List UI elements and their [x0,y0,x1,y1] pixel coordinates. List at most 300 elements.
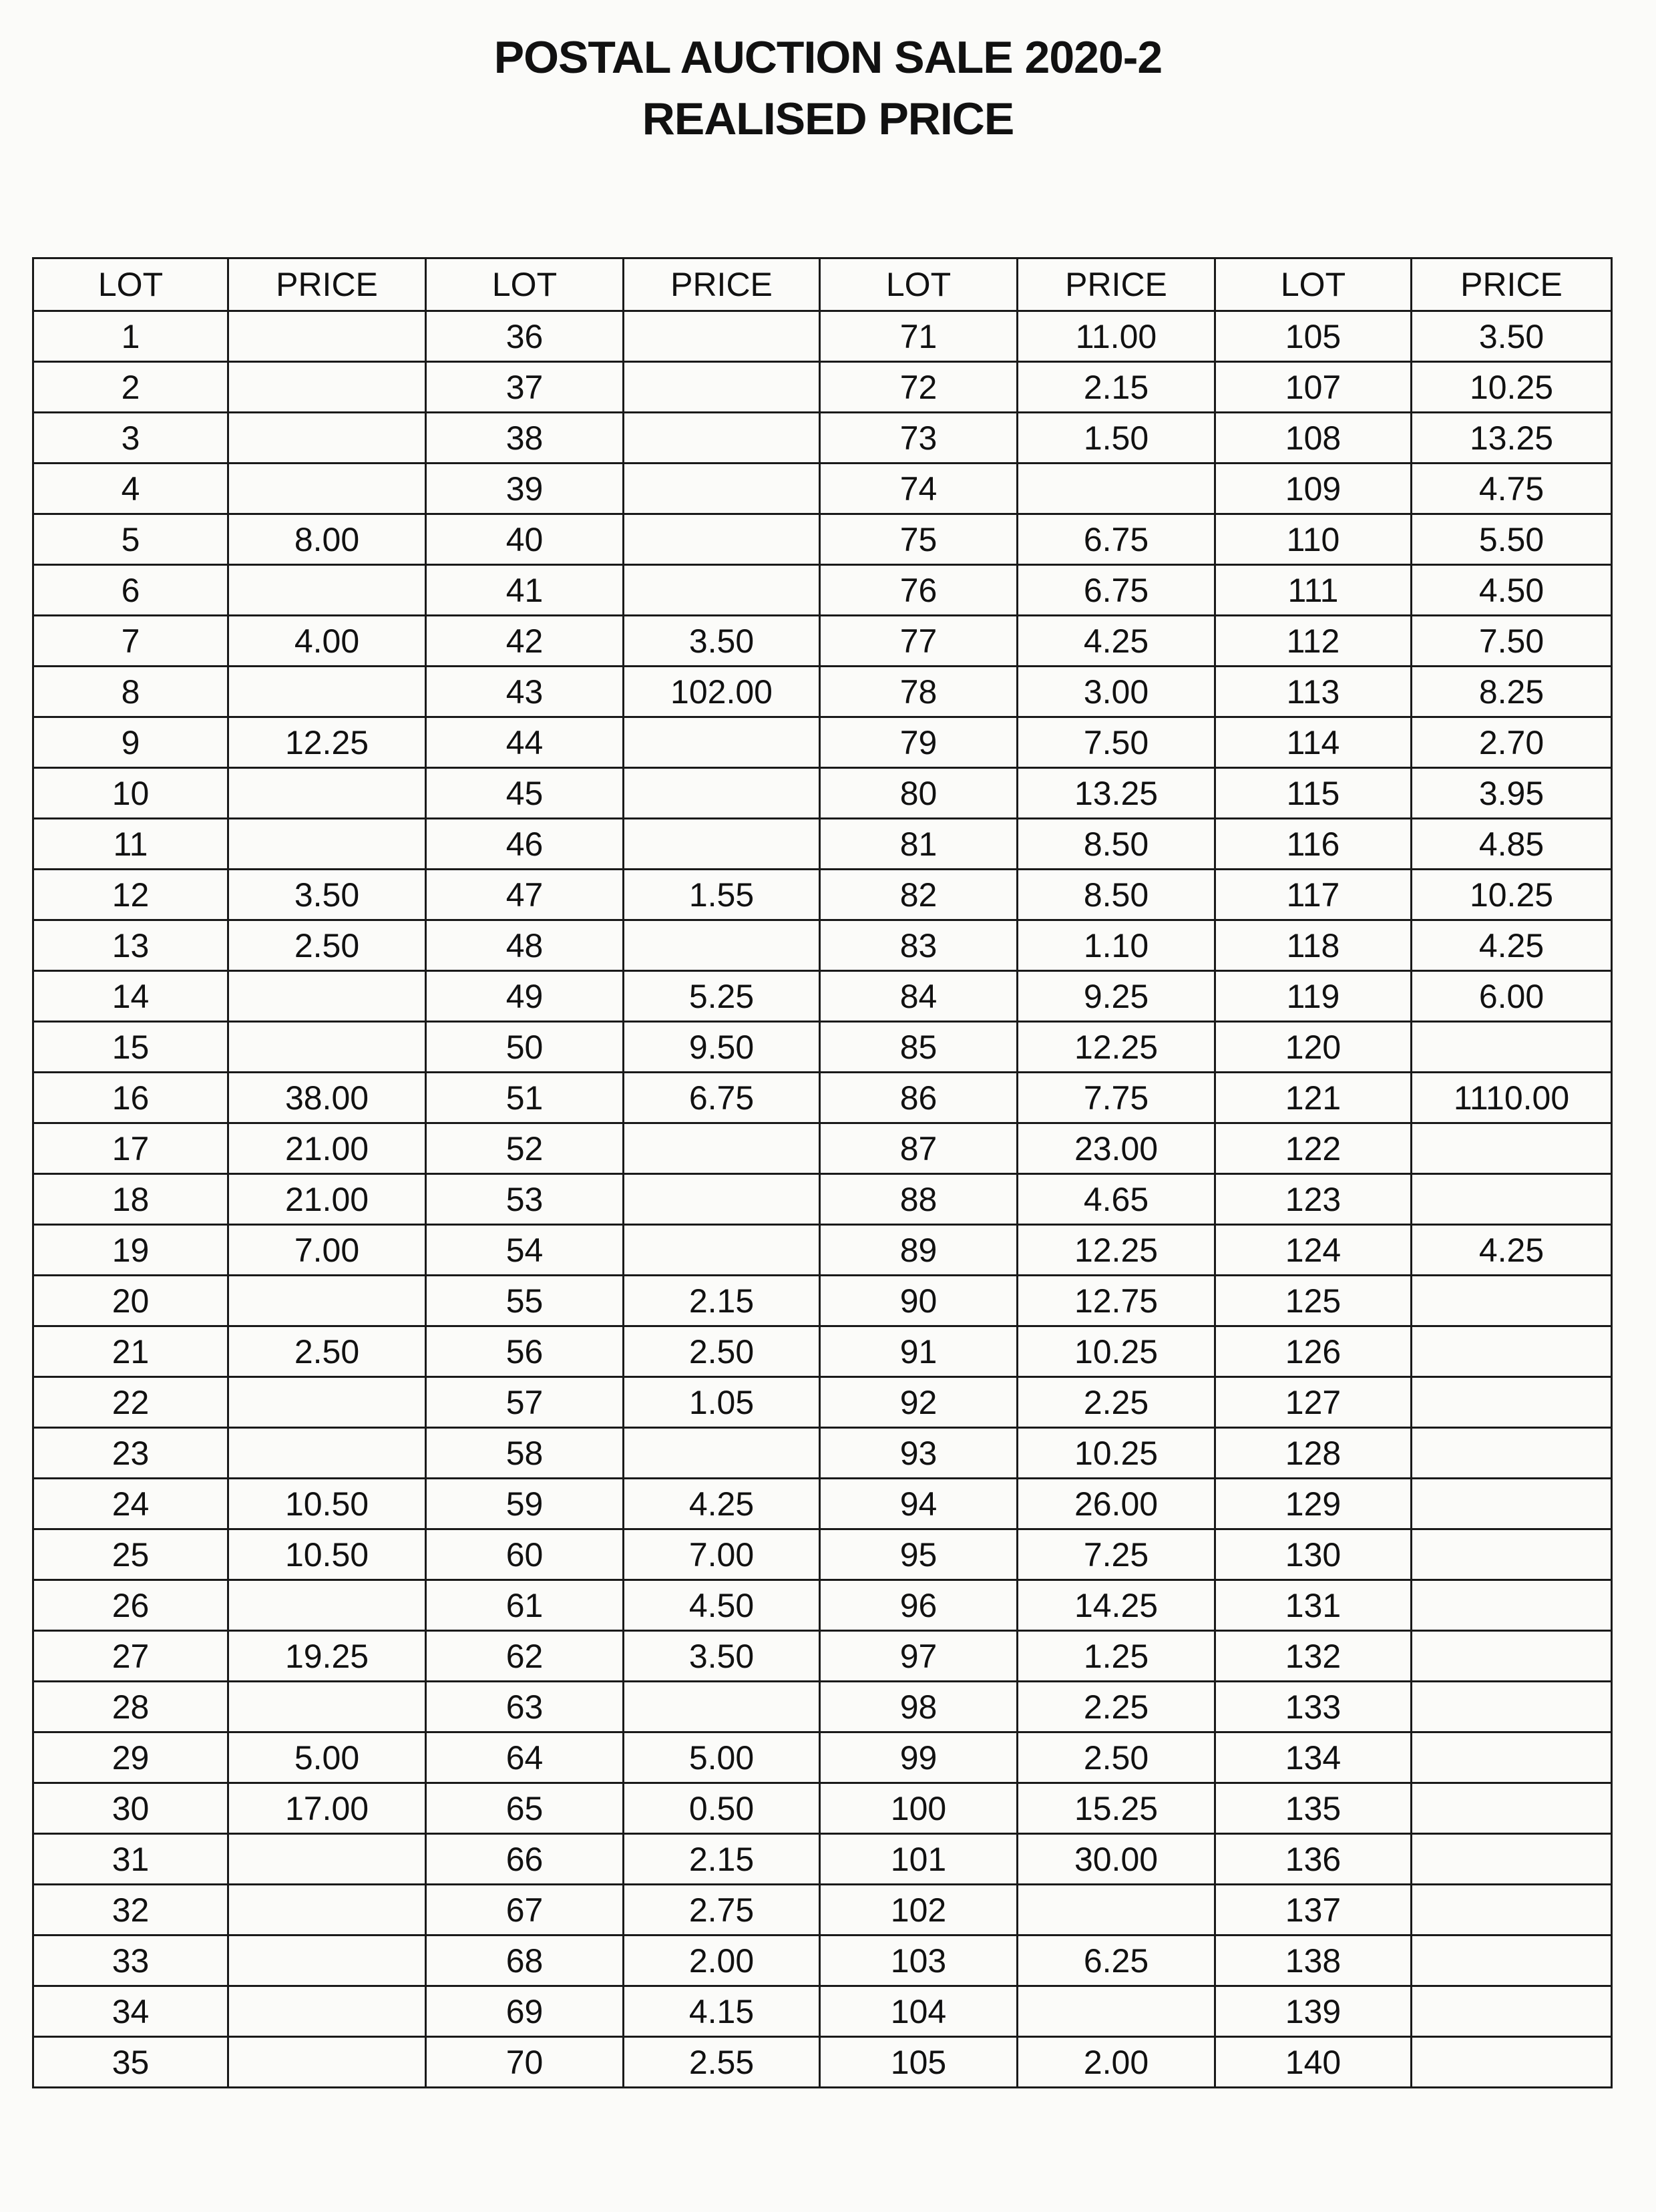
price-cell [228,971,426,1022]
price-cell: 38.00 [228,1073,426,1123]
price-cell: 7.25 [1018,1529,1215,1580]
lot-number-cell: 140 [1215,2037,1412,2088]
price-cell [228,1986,426,2037]
lot-number-cell: 31 [33,1834,228,1885]
table-row [33,971,1612,1022]
price-cell: 2.55 [624,2037,820,2088]
table-row [33,1529,1612,1580]
table-row [33,413,1612,464]
table-row [33,1225,1612,1276]
price-cell: 4.25 [624,1479,820,1529]
price-cell: 8.50 [1018,819,1215,870]
lot-number-cell: 52 [426,1123,624,1174]
lot-number-cell: 127 [1215,1377,1412,1428]
price-cell [228,667,426,717]
price-cell: 5.25 [624,971,820,1022]
lot-number-cell: 134 [1215,1732,1412,1783]
lot-number-cell: 8 [33,667,228,717]
price-cell [1018,464,1215,514]
price-cell [1412,1834,1612,1885]
lot-number-cell: 74 [820,464,1018,514]
lot-number-cell: 112 [1215,616,1412,667]
price-cell: 10.25 [1018,1326,1215,1377]
lot-number-cell: 26 [33,1580,228,1631]
table-row [33,1073,1612,1123]
price-cell [228,1377,426,1428]
table-row [33,819,1612,870]
lot-number-cell: 27 [33,1631,228,1682]
lot-number-cell: 61 [426,1580,624,1631]
price-cell [624,1225,820,1276]
price-cell [624,819,820,870]
lot-number-cell: 84 [820,971,1018,1022]
price-cell: 10.25 [1018,1428,1215,1479]
price-cell [1412,1326,1612,1377]
lot-number-cell: 100 [820,1783,1018,1834]
lot-number-cell: 105 [1215,311,1412,362]
lot-number-cell: 60 [426,1529,624,1580]
price-cell: 3.50 [624,616,820,667]
table-row [33,920,1612,971]
lot-number-cell: 80 [820,768,1018,819]
lot-number-cell: 77 [820,616,1018,667]
table-row [33,1377,1612,1428]
price-cell [624,920,820,971]
lot-number-cell: 51 [426,1073,624,1123]
price-cell: 10.50 [228,1479,426,1529]
price-cell [624,1682,820,1732]
lot-column-header: LOT [426,258,624,311]
lot-number-cell: 95 [820,1529,1018,1580]
price-cell [1412,1783,1612,1834]
price-cell: 7.50 [1018,717,1215,768]
price-cell [228,1428,426,1479]
title-line-1: POSTAL AUCTION SALE 2020-2 [493,32,1163,83]
price-cell [624,565,820,616]
lot-number-cell: 88 [820,1174,1018,1225]
price-cell: 7.50 [1412,616,1612,667]
price-cell: 2.70 [1412,717,1612,768]
price-cell [1412,1377,1612,1428]
price-cell: 6.00 [1412,971,1612,1022]
lot-number-cell: 123 [1215,1174,1412,1225]
price-cell: 2.50 [228,920,426,971]
lot-number-cell: 32 [33,1885,228,1936]
lot-number-cell: 87 [820,1123,1018,1174]
lot-number-cell: 70 [426,2037,624,2088]
price-cell [1412,1986,1612,2037]
lot-number-cell: 54 [426,1225,624,1276]
lot-number-cell: 2 [33,362,228,413]
price-cell [228,1022,426,1073]
price-cell: 10.50 [228,1529,426,1580]
lot-number-cell: 82 [820,870,1018,920]
price-column-header: PRICE [1412,258,1612,311]
price-cell: 12.25 [1018,1225,1215,1276]
price-cell: 2.75 [624,1885,820,1936]
price-column-header: PRICE [1018,258,1215,311]
price-cell: 4.25 [1018,616,1215,667]
price-cell: 1.10 [1018,920,1215,971]
lot-number-cell: 99 [820,1732,1018,1783]
table-row [33,870,1612,920]
price-cell: 12.25 [1018,1022,1215,1073]
lot-number-cell: 118 [1215,920,1412,971]
price-cell [228,464,426,514]
price-cell [228,768,426,819]
lot-number-cell: 129 [1215,1479,1412,1529]
lot-number-cell: 131 [1215,1580,1412,1631]
price-cell: 2.00 [624,1936,820,1986]
price-cell: 4.00 [228,616,426,667]
price-cell [1412,2037,1612,2088]
price-cell: 1.25 [1018,1631,1215,1682]
price-cell: 26.00 [1018,1479,1215,1529]
price-cell [1412,1479,1612,1529]
table-row [33,1936,1612,1986]
lot-number-cell: 29 [33,1732,228,1783]
lot-number-cell: 41 [426,565,624,616]
lot-number-cell: 72 [820,362,1018,413]
table-row [33,616,1612,667]
lot-number-cell: 45 [426,768,624,819]
price-cell [228,565,426,616]
lot-number-cell: 102 [820,1885,1018,1936]
table-row [33,464,1612,514]
price-cell: 1110.00 [1412,1073,1612,1123]
lot-number-cell: 137 [1215,1885,1412,1936]
price-cell: 1.55 [624,870,820,920]
price-cell [228,1276,426,1326]
lot-number-cell: 124 [1215,1225,1412,1276]
lot-number-cell: 96 [820,1580,1018,1631]
price-cell: 14.25 [1018,1580,1215,1631]
lot-number-cell: 7 [33,616,228,667]
lot-number-cell: 21 [33,1326,228,1377]
price-cell [624,464,820,514]
table-row [33,667,1612,717]
price-cell [228,1936,426,1986]
lot-number-cell: 132 [1215,1631,1412,1682]
price-cell: 15.25 [1018,1783,1215,1834]
price-cell: 3.50 [1412,311,1612,362]
lot-number-cell: 18 [33,1174,228,1225]
lot-number-cell: 49 [426,971,624,1022]
price-cell: 13.25 [1018,768,1215,819]
price-cell [228,413,426,464]
price-cell [1412,1174,1612,1225]
price-cell [228,2037,426,2088]
price-cell: 2.50 [1018,1732,1215,1783]
lot-number-cell: 135 [1215,1783,1412,1834]
lot-number-cell: 33 [33,1936,228,1986]
title-line-2: REALISED PRICE [642,94,1014,144]
price-cell: 21.00 [228,1174,426,1225]
lot-number-cell: 117 [1215,870,1412,920]
price-cell: 8.00 [228,514,426,565]
price-cell [1018,1885,1215,1936]
price-cell: 2.15 [624,1276,820,1326]
table-row [33,1123,1612,1174]
lot-number-cell: 23 [33,1428,228,1479]
price-cell [1412,1885,1612,1936]
lot-number-cell: 3 [33,413,228,464]
lot-number-cell: 73 [820,413,1018,464]
lot-number-cell: 103 [820,1936,1018,1986]
lot-number-cell: 119 [1215,971,1412,1022]
price-cell: 6.75 [1018,565,1215,616]
price-cell: 12.25 [228,717,426,768]
price-cell [1412,1580,1612,1631]
lot-number-cell: 25 [33,1529,228,1580]
price-cell: 4.50 [624,1580,820,1631]
lot-number-cell: 46 [426,819,624,870]
lot-number-cell: 11 [33,819,228,870]
table-row [33,2037,1612,2088]
lot-number-cell: 90 [820,1276,1018,1326]
price-cell: 5.00 [624,1732,820,1783]
table-row [33,1276,1612,1326]
lot-number-cell: 64 [426,1732,624,1783]
price-cell: 17.00 [228,1783,426,1834]
lot-number-cell: 40 [426,514,624,565]
lot-number-cell: 37 [426,362,624,413]
lot-number-cell: 36 [426,311,624,362]
table-row [33,362,1612,413]
lot-number-cell: 101 [820,1834,1018,1885]
price-cell [1018,1986,1215,2037]
price-cell: 19.25 [228,1631,426,1682]
lot-number-cell: 9 [33,717,228,768]
price-cell: 23.00 [1018,1123,1215,1174]
lot-number-cell: 67 [426,1885,624,1936]
price-cell: 30.00 [1018,1834,1215,1885]
lot-number-cell: 138 [1215,1936,1412,1986]
price-cell: 1.05 [624,1377,820,1428]
price-cell [1412,1123,1612,1174]
table-row [33,311,1612,362]
lot-number-cell: 76 [820,565,1018,616]
lot-number-cell: 57 [426,1377,624,1428]
lot-number-cell: 108 [1215,413,1412,464]
price-cell: 7.00 [624,1529,820,1580]
table-row [33,1732,1612,1783]
price-cell [228,362,426,413]
price-cell [624,768,820,819]
table-row [33,717,1612,768]
price-cell [624,311,820,362]
price-cell [624,1123,820,1174]
lot-number-cell: 58 [426,1428,624,1479]
lot-number-cell: 30 [33,1783,228,1834]
lot-number-cell: 68 [426,1936,624,1986]
lot-number-cell: 5 [33,514,228,565]
lot-number-cell: 120 [1215,1022,1412,1073]
lot-number-cell: 56 [426,1326,624,1377]
price-cell: 1.50 [1018,413,1215,464]
table-row [33,1631,1612,1682]
lot-number-cell: 121 [1215,1073,1412,1123]
price-cell [1412,1631,1612,1682]
price-cell: 3.50 [624,1631,820,1682]
price-cell: 2.50 [624,1326,820,1377]
lot-number-cell: 75 [820,514,1018,565]
table-row [33,1174,1612,1225]
lot-number-cell: 35 [33,2037,228,2088]
table-row [33,1022,1612,1073]
price-cell [624,1174,820,1225]
lot-column-header: LOT [820,258,1018,311]
price-cell [1412,1428,1612,1479]
price-cell: 11.00 [1018,311,1215,362]
lot-number-cell: 39 [426,464,624,514]
lot-number-cell: 53 [426,1174,624,1225]
lot-number-cell: 14 [33,971,228,1022]
table-row [33,1834,1612,1885]
lot-number-cell: 59 [426,1479,624,1529]
lot-number-cell: 20 [33,1276,228,1326]
price-cell [228,1682,426,1732]
lot-number-cell: 19 [33,1225,228,1276]
lot-number-cell: 130 [1215,1529,1412,1580]
lot-number-cell: 65 [426,1783,624,1834]
price-cell: 21.00 [228,1123,426,1174]
price-cell: 6.75 [624,1073,820,1123]
lot-number-cell: 86 [820,1073,1018,1123]
price-cell: 4.65 [1018,1174,1215,1225]
lot-number-cell: 116 [1215,819,1412,870]
price-cell [228,311,426,362]
lot-number-cell: 126 [1215,1326,1412,1377]
price-cell: 8.25 [1412,667,1612,717]
lot-number-cell: 15 [33,1022,228,1073]
lot-number-cell: 10 [33,768,228,819]
lot-number-cell: 47 [426,870,624,920]
lot-number-cell: 79 [820,717,1018,768]
price-cell [1412,1936,1612,1986]
price-cell: 9.50 [624,1022,820,1073]
lot-number-cell: 63 [426,1682,624,1732]
lot-number-cell: 122 [1215,1123,1412,1174]
table-row [33,1326,1612,1377]
price-cell: 2.15 [624,1834,820,1885]
price-cell: 2.25 [1018,1682,1215,1732]
lot-number-cell: 113 [1215,667,1412,717]
lot-number-cell: 139 [1215,1986,1412,2037]
page-title [0,27,1656,150]
price-cell: 10.25 [1412,870,1612,920]
lot-number-cell: 104 [820,1986,1018,2037]
price-cell: 2.50 [228,1326,426,1377]
price-cell [1412,1276,1612,1326]
lot-number-cell: 43 [426,667,624,717]
lot-number-cell: 6 [33,565,228,616]
price-cell [624,1428,820,1479]
table-row [33,1479,1612,1529]
price-column-header: PRICE [228,258,426,311]
lot-number-cell: 115 [1215,768,1412,819]
price-cell: 7.00 [228,1225,426,1276]
lot-number-cell: 22 [33,1377,228,1428]
lot-number-cell: 78 [820,667,1018,717]
price-cell [228,819,426,870]
price-cell: 4.85 [1412,819,1612,870]
table-row [33,514,1612,565]
lot-number-cell: 50 [426,1022,624,1073]
lot-number-cell: 98 [820,1682,1018,1732]
price-cell [1412,1529,1612,1580]
lot-number-cell: 133 [1215,1682,1412,1732]
price-cell: 6.75 [1018,514,1215,565]
price-cell: 2.15 [1018,362,1215,413]
price-cell: 2.00 [1018,2037,1215,2088]
lot-number-cell: 97 [820,1631,1018,1682]
price-cell [624,717,820,768]
price-cell: 4.25 [1412,1225,1612,1276]
table-row [33,1783,1612,1834]
lot-number-cell: 110 [1215,514,1412,565]
lot-column-header: LOT [33,258,228,311]
price-cell: 5.50 [1412,514,1612,565]
lot-number-cell: 16 [33,1073,228,1123]
lot-number-cell: 136 [1215,1834,1412,1885]
lot-number-cell: 107 [1215,362,1412,413]
price-cell: 4.75 [1412,464,1612,514]
price-cell: 10.25 [1412,362,1612,413]
table-row [33,565,1612,616]
price-cell [1412,1682,1612,1732]
lot-number-cell: 17 [33,1123,228,1174]
lot-number-cell: 69 [426,1986,624,2037]
price-cell: 3.95 [1412,768,1612,819]
lot-number-cell: 24 [33,1479,228,1529]
price-cell: 4.15 [624,1986,820,2037]
price-cell: 12.75 [1018,1276,1215,1326]
lot-number-cell: 38 [426,413,624,464]
price-cell [228,1885,426,1936]
table-row [33,1428,1612,1479]
price-column-header: PRICE [624,258,820,311]
lot-number-cell: 91 [820,1326,1018,1377]
price-cell [624,362,820,413]
lot-number-cell: 105 [820,2037,1018,2088]
lot-number-cell: 128 [1215,1428,1412,1479]
lot-number-cell: 12 [33,870,228,920]
lot-number-cell: 85 [820,1022,1018,1073]
price-cell: 2.25 [1018,1377,1215,1428]
lot-number-cell: 125 [1215,1276,1412,1326]
price-cell: 5.00 [228,1732,426,1783]
lot-number-cell: 109 [1215,464,1412,514]
table-row [33,1986,1612,2037]
price-cell: 3.50 [228,870,426,920]
price-cell: 4.50 [1412,565,1612,616]
price-cell: 4.25 [1412,920,1612,971]
price-cell: 7.75 [1018,1073,1215,1123]
lot-number-cell: 42 [426,616,624,667]
price-cell: 13.25 [1412,413,1612,464]
lot-number-cell: 48 [426,920,624,971]
lot-number-cell: 71 [820,311,1018,362]
price-cell: 9.25 [1018,971,1215,1022]
price-cell [1412,1732,1612,1783]
lot-number-cell: 55 [426,1276,624,1326]
price-cell [1412,1022,1612,1073]
lot-number-cell: 44 [426,717,624,768]
lot-number-cell: 34 [33,1986,228,2037]
price-cell: 0.50 [624,1783,820,1834]
table-row [33,768,1612,819]
